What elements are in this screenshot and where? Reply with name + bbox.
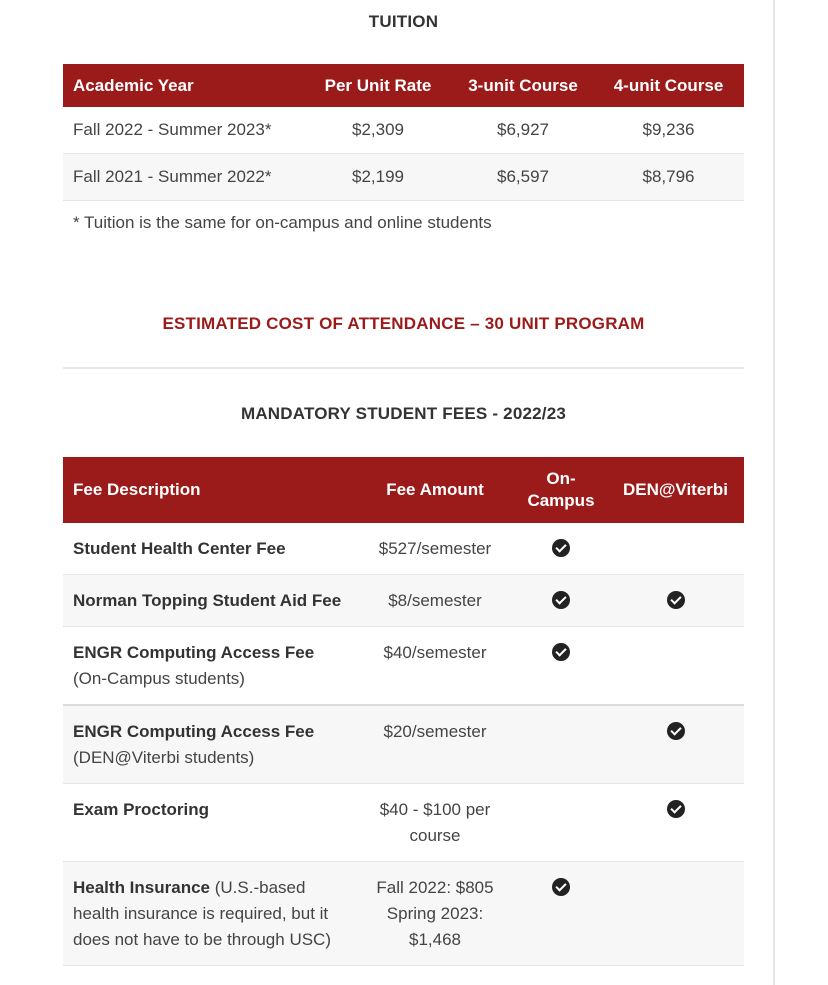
fee-name: Norman Topping Student Aid Fee	[73, 591, 342, 610]
on-campus-cell	[515, 862, 607, 966]
den-viterbi-cell	[607, 862, 744, 966]
on-campus-cell	[515, 784, 607, 862]
header-per-unit-rate: Per Unit Rate	[303, 64, 453, 107]
fee-description-cell	[63, 627, 355, 706]
tuition-header-row	[63, 64, 744, 107]
check-circle-icon	[667, 591, 685, 609]
on-campus-cell	[515, 523, 607, 575]
tuition-footnote: * Tuition is the same for on-campus and online students	[73, 213, 492, 232]
table-row	[63, 154, 744, 201]
fee-name: ENGR Computing Access Fee	[73, 722, 315, 741]
tuition-title: TUITION	[368, 12, 439, 31]
fee-note: (On-Campus students)	[73, 669, 245, 688]
per-unit-rate-cell: $2,199	[303, 154, 453, 201]
3-unit-course-cell: $6,927	[453, 107, 593, 154]
check-circle-icon	[552, 643, 570, 661]
den-viterbi-cell	[607, 575, 744, 627]
header-den-viterbi: DEN@Viterbi	[607, 457, 744, 523]
fee-description-cell	[63, 784, 355, 862]
table-row	[63, 523, 744, 575]
3-unit-course-cell: $6,597	[453, 154, 593, 201]
fee-name: Exam Proctoring	[73, 800, 210, 819]
fee-amount-cell: $40 - $100 per course	[355, 784, 515, 862]
fee-description-cell	[63, 523, 355, 575]
fee-description-cell	[63, 862, 355, 966]
fee-name: Student Health Center Fee	[73, 539, 286, 558]
fee-description-cell	[63, 705, 355, 784]
on-campus-cell	[515, 575, 607, 627]
fee-amount-cell: Fall 2022: $805 Spring 2023: $1,468	[355, 862, 515, 966]
per-unit-rate-cell: $2,309	[303, 107, 453, 154]
table-row	[63, 107, 744, 154]
header-on-campus: On-Campus	[515, 457, 607, 523]
check-circle-icon	[552, 539, 570, 557]
table-row	[63, 705, 744, 784]
fees-header-row	[63, 457, 744, 523]
4-unit-course-cell: $9,236	[593, 107, 744, 154]
check-circle-icon	[667, 800, 685, 818]
on-campus-cell	[515, 627, 607, 706]
academic-year-cell: Fall 2021 - Summer 2022*	[63, 154, 303, 201]
fee-note: (DEN@Viterbi students)	[73, 748, 255, 767]
table-row	[63, 575, 744, 627]
section-divider	[63, 367, 744, 369]
fee-amount-cell: $20/semester	[355, 705, 515, 784]
den-viterbi-cell	[607, 627, 744, 706]
check-circle-icon	[667, 722, 685, 740]
fee-name: Health Insurance	[73, 878, 210, 897]
header-3-unit-course: 3-unit Course	[453, 64, 593, 107]
table-row	[63, 784, 744, 862]
check-circle-icon	[552, 591, 570, 609]
mandatory-fees-table	[63, 457, 744, 966]
4-unit-course-cell: $8,796	[593, 154, 744, 201]
on-campus-cell	[515, 705, 607, 784]
mandatory-fees-title: MANDATORY STUDENT FEES - 2022/23	[240, 404, 567, 423]
check-circle-icon	[552, 878, 570, 896]
den-viterbi-cell	[607, 784, 744, 862]
header-4-unit-course: 4-unit Course	[593, 64, 744, 107]
fee-note: (U.S.-based health insurance is required, but it does not have to be through USC)	[73, 878, 331, 949]
den-viterbi-cell	[607, 705, 744, 784]
fee-amount-cell: $527/semester	[355, 523, 515, 575]
table-row	[63, 862, 744, 966]
fee-amount-cell: $40/semester	[355, 627, 515, 706]
fee-name: ENGR Computing Access Fee	[73, 643, 315, 662]
fee-description-cell	[63, 575, 355, 627]
den-viterbi-cell	[607, 523, 744, 575]
header-fee-description: Fee Description	[63, 457, 355, 523]
tuition-table	[63, 64, 744, 201]
fee-amount-cell: $8/semester	[355, 575, 515, 627]
page-right-border	[773, 0, 775, 985]
academic-year-cell: Fall 2022 - Summer 2023*	[63, 107, 303, 154]
estimated-cost-title: ESTIMATED COST OF ATTENDANCE – 30 UNIT PROGRAM	[162, 314, 645, 333]
table-row	[63, 627, 744, 706]
header-fee-amount: Fee Amount	[355, 457, 515, 523]
header-academic-year: Academic Year	[63, 64, 303, 107]
